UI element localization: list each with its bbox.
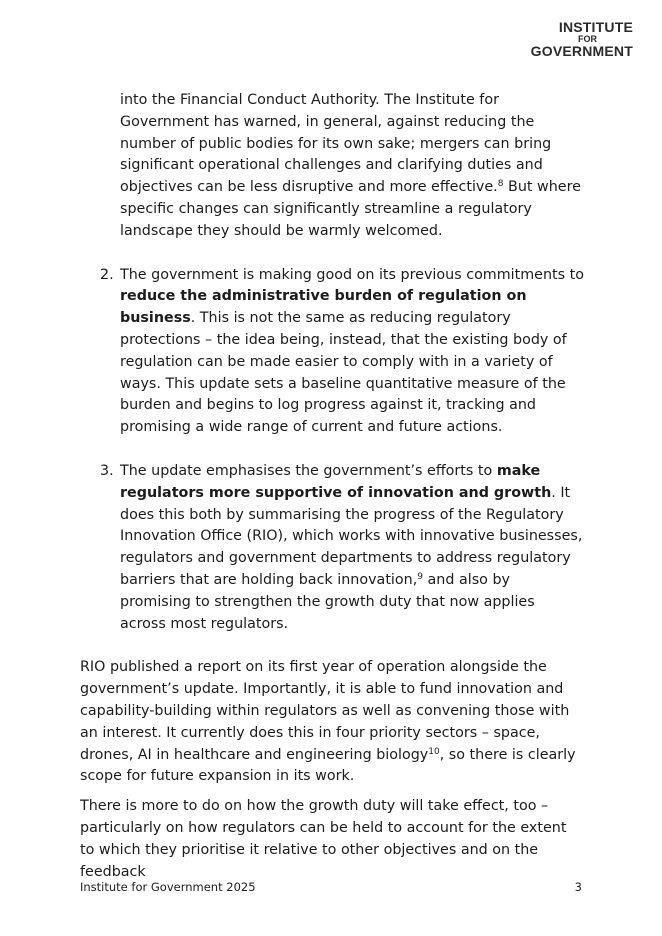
continuation-paragraph [120,90,585,243]
list-item-2 [80,265,585,439]
continuation-text: into the Financial Conduct Authority. The Institute for Government has warned, in general, against reducing the number of public bodies for its own sake; mergers can bring significant operational challenges and clarifying duties and objectives can be less disruptive and more effective. [120,92,552,196]
body-paragraph-growth-duty [80,796,585,883]
footnote-ref-9[interactable]: 9 [417,571,423,582]
footer-publisher: Institute for Government 2025 [80,880,256,894]
item-text-after: . This is not the same as reducing regulatory protections – the idea being, instead, that the existing body of regulation can be made easier to comply with in a variety of ways. This update sets a baseline quantitative measure of the burden and begins to log progress against it, tracking and promising a wide range of current and future actions. [120,310,567,436]
list-number: 2. [100,266,114,283]
list-item-text [120,461,585,635]
body-paragraph-rio [80,657,585,788]
list-item-3 [80,461,585,635]
institute-for-government-logo [520,20,633,58]
continuation-text-after: But where specific changes can significantly streamline a regulatory landscape they should be warmly welcomed. [120,179,581,239]
item-text-after-2: and also by promising to strengthen the growth duty that now applies across most regulators. [120,571,535,632]
paragraph-text: There is more to do on how the growth duty will take effect, too – particularly on how regulators can be held to account for the extent to which they prioritise it relative to other objectives and on the feedback [80,798,567,880]
highlighted-phrase: reduce the administrative burden of regulation on business [120,288,527,327]
logo-line-1: INSTITUTE [558,19,633,35]
item-text-before: The government is making good on its previous commitments to [120,266,584,283]
page-body [80,90,585,891]
footnote-ref-8[interactable]: 8 [497,179,504,190]
highlighted-phrase: make regulators more supportive of innovation and growth [120,462,552,501]
paragraph-text: RIO published a report on its first year of operation alongside the government’s update. Importantly, it is able to fund innovation and capability-building within regulators as well as convening those with an interest. It currently does this in four priority sectors – space, drones, AI in healthcare and engineering biology [80,659,570,763]
page-number: 3 [574,880,582,894]
item-text-before: The update emphasises the government’s efforts to [120,462,497,479]
page-footer [80,880,582,894]
logo-line-2: FOR [578,34,597,44]
item-text-after: . It does this both by summarising the progress of the Regulatory Innovation Office (RIO), which works with innovative businesses, regulators and government departments to address regulatory barriers that are holding back innovation, [120,484,583,588]
list-number: 3. [100,462,114,479]
paragraph-text-after: , so there is clearly scope for future expansion in its work. [80,746,576,785]
list-item-text [120,265,585,439]
footnote-ref-10[interactable]: 10 [428,746,440,757]
logo-line-3: GOVERNMENT [530,43,633,59]
